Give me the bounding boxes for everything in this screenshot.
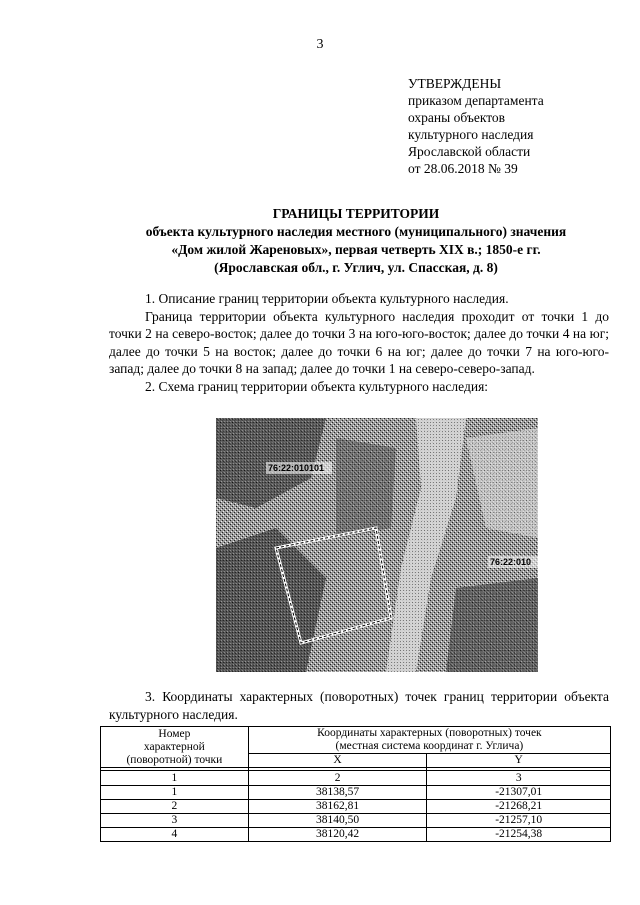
point-number-header xyxy=(101,727,249,768)
body-text xyxy=(109,290,609,395)
table-row xyxy=(101,828,611,842)
approval-line: приказом департамента xyxy=(408,93,544,108)
coordinates-table xyxy=(100,726,611,842)
y-value: -21307,01 xyxy=(427,786,611,800)
section3 xyxy=(109,688,609,723)
header-line: Номер xyxy=(158,727,191,740)
x-value: 38140,50 xyxy=(248,814,427,828)
point-number: 2 xyxy=(101,800,249,814)
y-value: -21268,21 xyxy=(427,800,611,814)
x-value: 38138,57 xyxy=(248,786,427,800)
section1-text: Граница территории объекта культурного наследия проходит от точки 1 до точки 2 на северо-восток; далее до точки 3 на юго-юго-восток; далее до точки 4 на юг; далее до точки 5 на восток; далее до точки 6 на юг; далее до точки 7 на юго-юго-запад; далее до точки 8 на запад; далее до точки 1 на северо-северо-запад. xyxy=(109,308,609,376)
section3-heading: 3. Координаты характерных (поворотных) точек границ территории объекта культурного наследия. xyxy=(109,689,609,722)
y-value: -21257,10 xyxy=(427,814,611,828)
table-row xyxy=(101,786,611,800)
boundary-scheme-image xyxy=(216,418,538,672)
approval-line: УТВЕРЖДЕНЫ xyxy=(408,76,502,91)
section1-heading: 1. Описание границ территории объекта культурного наследия. xyxy=(145,291,509,306)
column-number: 2 xyxy=(248,771,427,786)
approval-line: от 28.06.2018 № 39 xyxy=(408,161,518,176)
cadastral-label: 76:22:010101 xyxy=(268,463,325,473)
header-line: характерной xyxy=(143,740,205,753)
point-number: 3 xyxy=(101,814,249,828)
title-line: объекта культурного наследия местного (муниципального) значения xyxy=(145,224,567,239)
section2-heading: 2. Схема границ территории объекта культурного наследия: xyxy=(145,378,489,394)
header-line: Координаты характерных (поворотных) точек xyxy=(317,727,542,739)
approval-line: Ярославской области xyxy=(408,144,531,159)
header-line: (поворотной) точки xyxy=(126,753,223,766)
approval-stamp xyxy=(408,75,544,177)
column-number: 3 xyxy=(427,771,611,786)
cadastral-label: 76:22:010 xyxy=(490,557,532,567)
y-header: Y xyxy=(427,754,611,768)
x-value: 38162,81 xyxy=(248,800,427,814)
coordinates-header xyxy=(248,727,610,754)
document-title xyxy=(100,205,612,277)
x-header: X xyxy=(248,754,427,768)
approval-line: культурного наследия xyxy=(408,127,534,142)
title-line: «Дом жилой Жареновых», первая четверть XIX в.; 1850-е гг. xyxy=(171,242,541,257)
approval-line: охраны объектов xyxy=(408,110,506,125)
page-number: 3 xyxy=(316,37,324,52)
header-line: (местная система координат г. Углича) xyxy=(335,740,524,752)
x-value: 38120,42 xyxy=(248,828,427,842)
title-line: (Ярославская обл., г. Углич, ул. Спасская, д. 8) xyxy=(214,260,498,275)
table-row xyxy=(101,814,611,828)
y-value: -21254,38 xyxy=(427,828,611,842)
title-line: ГРАНИЦЫ ТЕРРИТОРИИ xyxy=(272,206,440,221)
column-number: 1 xyxy=(101,771,249,786)
point-number: 4 xyxy=(101,828,249,842)
point-number: 1 xyxy=(101,786,249,800)
table-row xyxy=(101,800,611,814)
